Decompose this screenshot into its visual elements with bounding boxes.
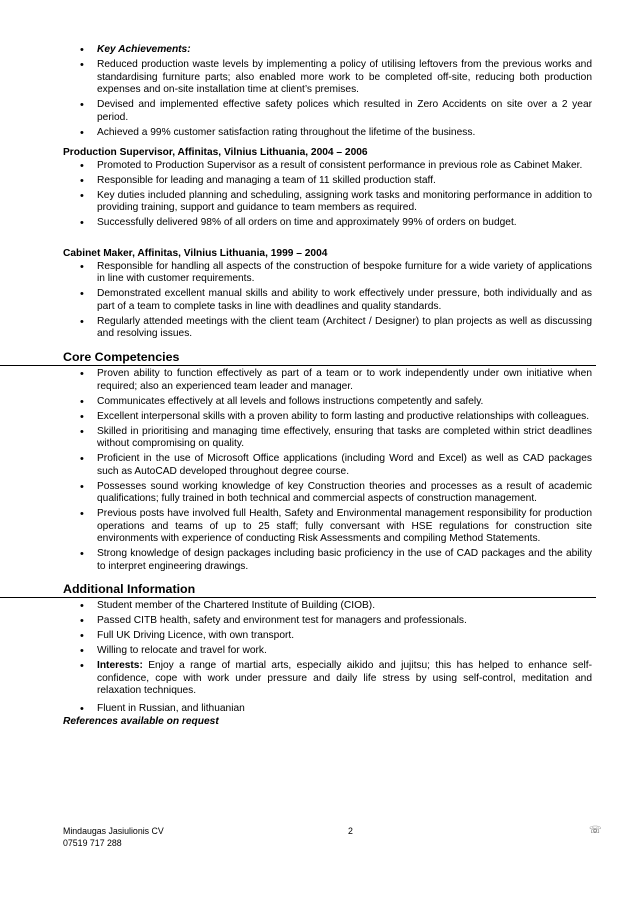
core-competencies-section bbox=[0, 350, 638, 576]
phone-icon: ☏ bbox=[589, 825, 602, 836]
job-production-supervisor bbox=[0, 147, 638, 232]
job-duties-list bbox=[0, 261, 638, 341]
section-heading: Additional Information bbox=[0, 582, 596, 598]
list-item: • Skilled in prioritising and managing time effectively, ensuring that tasks are completed within strict deadlines without compromising on quality. bbox=[0, 426, 638, 451]
job-cabinet-maker bbox=[0, 248, 638, 343]
list-item: • Promoted to Production Supervisor as a result of consistent performance in previous role as Cabinet Maker. bbox=[0, 160, 638, 173]
section-heading: Core Competencies bbox=[0, 350, 596, 366]
achievements-heading: Key Achievements: bbox=[97, 44, 191, 55]
achievements-list bbox=[0, 44, 638, 142]
list-item: • Reduced production waste levels by implementing a policy of utilising leftovers from the previous works and standardising furniture parts; also enabled more work to be completed off-site, reducing both production expenses and on-site installation time at client’s premises. bbox=[0, 59, 638, 97]
list-item: • Full UK Driving Licence, with own transport. bbox=[0, 630, 638, 643]
list-item bbox=[0, 660, 638, 698]
list-item: • Passed CITB health, safety and environment test for managers and professionals. bbox=[0, 615, 638, 628]
additional-information-section bbox=[0, 582, 638, 718]
list-item: • Previous posts have involved full Health, Safety and Environmental management responsibility for production operations and teams of up to 25 staff; fully conversant with HSE regulations for construction site environments with experience of conducting Risk Assessments and compiling Method Statements. bbox=[0, 508, 638, 546]
list-item: • Proven ability to function effectively as part of a team or to work independently under own initiative when required; also an experienced team leader and manager. bbox=[0, 368, 638, 393]
list-item: • Student member of the Chartered Institute of Building (CIOB). bbox=[0, 600, 638, 613]
list-item: • Successfully delivered 98% of all orders on time and approximately 99% of orders on budget. bbox=[0, 217, 638, 230]
list-item: • Responsible for leading and managing a team of 11 skilled production staff. bbox=[0, 175, 638, 188]
references-note: References available on request bbox=[63, 716, 219, 727]
interests-text: Enjoy a range of martial arts, especially aikido and jujitsu; this has helped to enhance self-confidence, cope with work under pressure and daily life stress by using self-control, meditation and relaxation techniques. bbox=[97, 659, 592, 697]
list-item: • Regularly attended meetings with the client team (Architect / Designer) to plan projects as well as discussing and resolving issues. bbox=[0, 316, 638, 341]
list-item: • Fluent in Russian, and lithuanian bbox=[0, 703, 638, 716]
job-title: Production Supervisor, Affinitas, Vilnius Lithuania, 2004 – 2006 bbox=[63, 147, 368, 158]
competencies-list bbox=[0, 368, 638, 574]
additional-list bbox=[0, 600, 638, 715]
list-item: • Demonstrated excellent manual skills and ability to work effectively under pressure, both individually and as part of a team to complete tasks in line with deadlines and quality standards. bbox=[0, 288, 638, 313]
list-item: • Strong knowledge of design packages including basic proficiency in the use of CAD packages and the ability to interpret engineering drawings. bbox=[0, 548, 638, 573]
interests-label: Interests: bbox=[97, 659, 143, 671]
list-item: • Responsible for handling all aspects of the construction of bespoke furniture for a wide variety of applications in line with customer requirements. bbox=[0, 261, 638, 286]
list-item bbox=[0, 44, 638, 57]
job-duties-list bbox=[0, 160, 638, 230]
list-item: • Proficient in the use of Microsoft Office applications (including Word and Excel) as well as CAD packages such as AutoCAD developed throughout degree course. bbox=[0, 453, 638, 478]
page-number: 2 bbox=[348, 826, 353, 836]
list-item: • Devised and implemented effective safety polices which resulted in Zero Accidents on site over a 2 year period. bbox=[0, 99, 638, 124]
job-title: Cabinet Maker, Affinitas, Vilnius Lithuania, 1999 – 2004 bbox=[63, 248, 328, 259]
list-item: • Achieved a 99% customer satisfaction rating throughout the lifetime of the business. bbox=[0, 127, 638, 140]
list-item: • Key duties included planning and scheduling, assigning work tasks and monitoring performance in addition to providing training, support and guidance to team members as required. bbox=[0, 190, 638, 215]
list-item: • Willing to relocate and travel for work. bbox=[0, 645, 638, 658]
footer-name: Mindaugas Jasiulionis CV bbox=[63, 826, 164, 836]
footer-phone: 07519 717 288 bbox=[63, 837, 122, 848]
list-item: • Communicates effectively at all levels and follows instructions competently and safely. bbox=[0, 396, 638, 409]
list-item: • Possesses sound working knowledge of key Construction theories and processes as a result of academic qualifications; fully trained in both technical and commercial aspects of construction management. bbox=[0, 481, 638, 506]
page-footer bbox=[63, 826, 603, 849]
list-item: • Excellent interpersonal skills with a proven ability to form lasting and productive relationships with colleagues. bbox=[0, 411, 638, 424]
